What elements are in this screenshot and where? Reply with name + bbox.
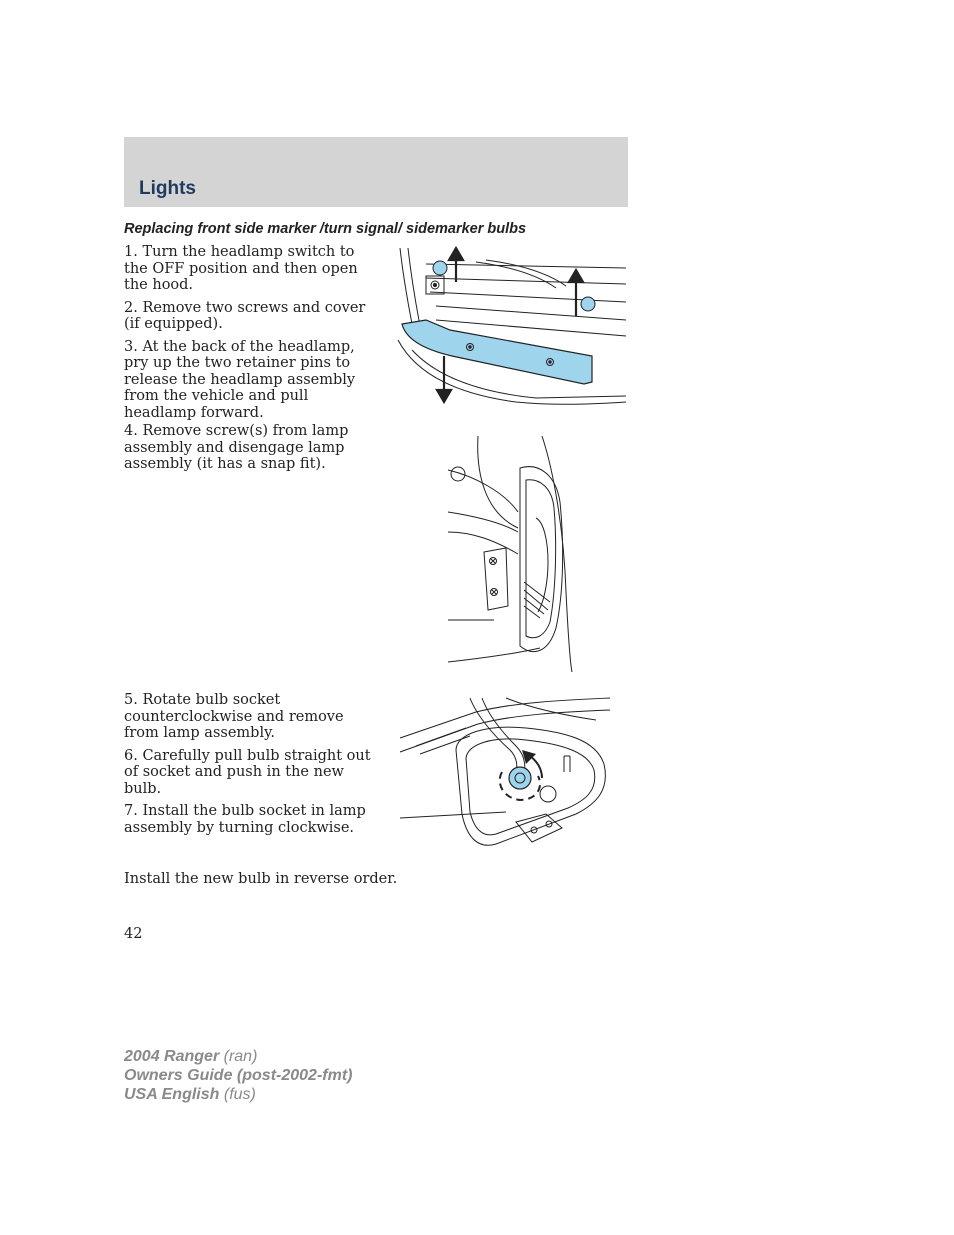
footer-guide: Owners Guide (post-2002-fmt) xyxy=(124,1067,353,1084)
footer-line-2 xyxy=(124,1066,352,1085)
footer-line-1 xyxy=(124,1047,352,1066)
step-item: 7. Install the bulb socket in lamp assembly by turning clockwise. xyxy=(124,803,366,836)
steps-group-a xyxy=(124,244,376,427)
step-item: 2. Remove two screws and cover (if equipped). xyxy=(124,299,366,332)
section-header-band xyxy=(124,137,628,207)
bulb-socket-highlight xyxy=(509,767,531,789)
page-number: 42 xyxy=(124,926,143,942)
bulb-socket-illustration xyxy=(396,694,616,858)
closing-instruction: Install the new bulb in reverse order. xyxy=(124,871,398,887)
retainer-pin-right xyxy=(581,297,595,311)
lamp-assembly-illustration xyxy=(444,432,578,676)
step-item: 4. Remove screw(s) from lamp assembly and disengage lamp assembly (it has a snap fit). xyxy=(124,423,349,472)
footer-line-3 xyxy=(124,1085,352,1104)
steps-group-c xyxy=(124,692,376,842)
section-title: Lights xyxy=(139,178,196,199)
step-item: 6. Carefully pull bulb straight out of socket and push in the new bulb. xyxy=(124,747,371,797)
steps-group-b xyxy=(124,423,376,479)
retainer-pin-left xyxy=(433,261,447,275)
footer-model: 2004 Ranger xyxy=(124,1048,220,1065)
subheading: Replacing front side marker /turn signal/ sidemarker bulbs xyxy=(124,221,527,237)
footer-info xyxy=(124,1047,352,1104)
footer-language-code: (fus) xyxy=(223,1086,256,1103)
step-item: 5. Rotate bulb socket counterclockwise and remove from lamp assembly. xyxy=(124,692,344,741)
footer-model-code: (ran) xyxy=(223,1048,258,1065)
footer-language: USA English xyxy=(124,1086,220,1103)
step-item: 1. Turn the headlamp switch to the OFF position and then open the hood. xyxy=(124,244,358,293)
step-item: 3. At the back of the headlamp, pry up the two retainer pins to release the headlamp assembly from the vehicle and pull headlamp forward. xyxy=(124,338,356,421)
headlamp-removal-illustration xyxy=(396,244,628,408)
